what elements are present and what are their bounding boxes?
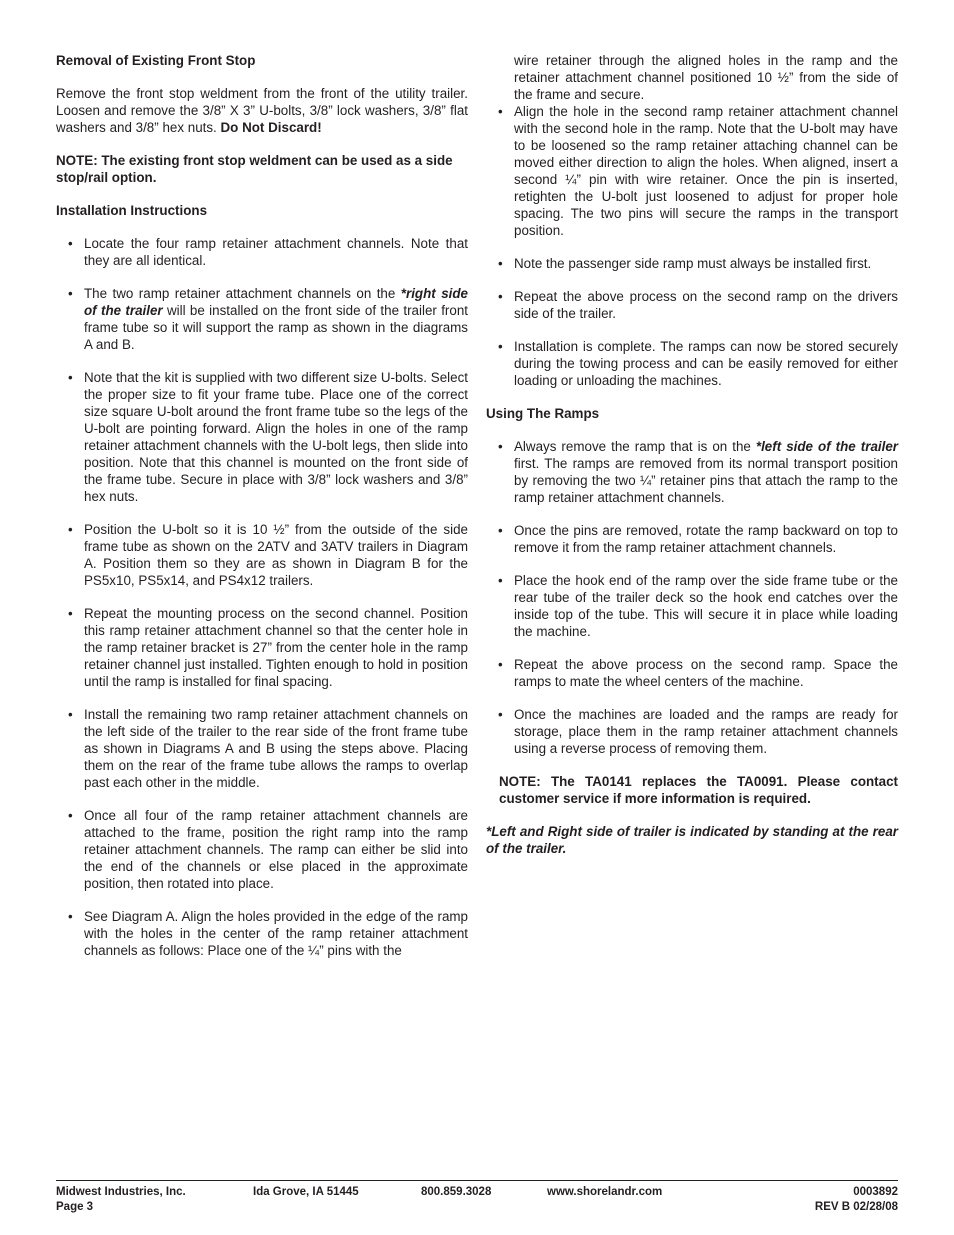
list-item (56, 605, 468, 690)
replacement-note: NOTE: The TA0141 replaces the TA0091. Please contact customer service if more information is required. (499, 774, 898, 806)
bullet: • (68, 236, 73, 251)
footer-rule (56, 1180, 898, 1181)
bullet: • (68, 909, 73, 924)
right-side-emphasis: *right side of the trailer (84, 286, 468, 318)
front-stop-note: NOTE: The existing front stop weldment can be used as a side stop/rail option. (56, 153, 453, 185)
installation-heading: Installation Instructions (56, 203, 208, 218)
list-item-text: Repeat the above process on the second ramp on the drivers side of the trailer. (514, 289, 898, 321)
list-item (56, 807, 468, 892)
bullet: • (498, 289, 503, 304)
list-item-text: See Diagram A. Align the holes provided in the edge of the ramp with the holes in the center of the ramp retainer attachment channels as follows: Place one of the ¼” pins with the (84, 909, 468, 958)
list-item (486, 706, 898, 757)
bullet: • (498, 104, 503, 119)
list-item (56, 285, 468, 353)
list-item-continued (486, 52, 898, 103)
side-footnote: *Left and Right side of trailer is indicated by standing at the rear of the trailer. (486, 824, 898, 856)
bullet: • (498, 256, 503, 271)
list-item-text: Once all four of the ramp retainer attachment channels are attached to the frame, position the right ramp into the ramp retainer attachment channels. The ramp can either be slid into the end of the channels or else placed in the approximate position, then rotated into place. (84, 808, 468, 891)
list-item-text: Once the machines are loaded and the ramps are ready for storage, place them in the ramp retainer attachment channels using a reverse process of removing them. (514, 707, 898, 756)
left-side-emphasis: *left side of the trailer (755, 439, 898, 454)
installation-list (56, 235, 468, 959)
installation-list-continued (486, 52, 898, 389)
bullet: • (498, 439, 503, 454)
list-item (56, 235, 468, 269)
list-item-text: The two ramp retainer attachment channels on the (84, 286, 401, 301)
removal-heading: Removal of Existing Front Stop (56, 53, 256, 68)
footer-document-number: 0003892 (853, 1186, 898, 1198)
right-column (486, 52, 898, 873)
list-item (486, 103, 898, 239)
list-item-text: Installation is complete. The ramps can now be stored securely during the towing process and can be easily removed for either loading or unloading the machines. (514, 339, 898, 388)
list-item-text: Always remove the ramp that is on the (514, 439, 756, 454)
list-item-text: Align the hole in the second ramp retainer attachment channel with the second hole in the ramp. Note that the U-bolt may have to be loosened so the ramp retainer attaching channel can be moved either direction to align the holes. When aligned, insert a second ¼” pin with wire retainer. Once the pin is inserted, retighten the U-bolt just loosened to adjust for proper hole spacing. The two pins will secure the ramps in the transport position. (514, 104, 898, 238)
list-item (486, 288, 898, 322)
list-item-text: Place the hook end of the ramp over the side frame tube or the rear tube of the trailer deck so the hook end catches over the inside top of the tube. This will secure it in place while loading the machine. (514, 573, 898, 639)
bullet: • (68, 606, 73, 621)
list-item (56, 521, 468, 589)
list-item-text: Locate the four ramp retainer attachment channels. Note that they are all identical. (84, 236, 468, 268)
list-item-text: Note that the kit is supplied with two different size U-bolts. Select the proper size to fit your frame tube. Place one of the correct size square U-bolt around the front frame tube so the legs of the U-bolt are pointing forward. Align the holes in one of the ramp retainer attachment channels with the U-bolt legs, then slide into position. Note that this channel is mounted on the front side of the frame tube. Secure in place with 3/8” lock washers and 3/8” hex nuts. (84, 370, 468, 504)
using-ramps-list (486, 438, 898, 757)
list-item-text: first. The ramps are removed from its normal transport position by removing the two ¼” retainer pins that attach the ramp to the ramp retainer attachment channels. (514, 456, 898, 505)
list-item (486, 438, 898, 506)
bullet: • (68, 707, 73, 722)
bullet: • (68, 522, 73, 537)
list-item-text: Install the remaining two ramp retainer attachment channels on the left side of the trailer to the rear side of the front frame tube as shown in Diagrams A and B using the steps above. Placing them on the rear of the frame tube allows the ramps to overlap past each other in the middle. (84, 707, 468, 790)
bullet: • (498, 707, 503, 722)
using-ramps-heading: Using The Ramps (486, 406, 600, 421)
bullet: • (68, 808, 73, 823)
footer-phone: 800.859.3028 (421, 1186, 492, 1198)
bullet: • (498, 657, 503, 672)
list-item (486, 255, 898, 272)
list-item-text: Position the U-bolt so it is 10 ½” from the outside of the side frame tube as shown on the 2ATV and 3ATV trailers in Diagram A. Position them so they are as shown in Diagram B for the PS5x10, PS5x14, and PS4x12 trailers. (84, 522, 468, 588)
bullet: • (498, 339, 503, 354)
list-item-text: will be installed on the front side of the trailer front frame tube so it will support the ramp as shown in the diagrams A and B. (84, 303, 468, 352)
bullet: • (68, 286, 73, 301)
list-item (486, 522, 898, 556)
list-item-text: wire retainer through the aligned holes in the ramp and the retainer attachment channel positioned 10 ½” from the side of the frame and secure. (514, 53, 898, 102)
footer-page-number: Page 3 (56, 1201, 94, 1213)
bullet: • (68, 370, 73, 385)
list-item-text: Repeat the above process on the second ramp. Space the ramps to mate the wheel centers of the machine. (514, 657, 898, 689)
removal-text: Remove the front stop weldment from the front of the utility trailer. Loosen and remove the 3/8” X 3” U-bolts, 3/8” lock washers, 3/8” flat washers and 3/8” hex nuts. (56, 86, 468, 135)
list-item (56, 908, 468, 959)
list-item (486, 338, 898, 389)
do-not-discard: Do Not Discard! (220, 120, 322, 135)
list-item-text: Note the passenger side ramp must always be installed first. (514, 256, 872, 271)
removal-paragraph (56, 85, 468, 136)
list-item (56, 369, 468, 505)
list-item (486, 572, 898, 640)
left-column (56, 52, 468, 959)
footer-company: Midwest Industries, Inc. (56, 1186, 186, 1198)
list-item (486, 656, 898, 690)
bullet: • (498, 573, 503, 588)
footer-website: www.shorelandr.com (547, 1186, 663, 1198)
footer-revision: REV B 02/28/08 (814, 1201, 898, 1213)
list-item-text: Once the pins are removed, rotate the ramp backward on top to remove it from the ramp retainer attachment channels. (514, 523, 898, 555)
list-item-text: Repeat the mounting process on the second channel. Position this ramp retainer attachment channel so that the center hole in the ramp retainer bracket is 27” from the center hole in the ramp retainer channel just installed. Tighten enough to hold in position until the ramp is installed for final spacing. (84, 606, 468, 689)
bullet: • (498, 523, 503, 538)
list-item (56, 706, 468, 791)
footer-city: Ida Grove, IA 51445 (253, 1186, 359, 1198)
